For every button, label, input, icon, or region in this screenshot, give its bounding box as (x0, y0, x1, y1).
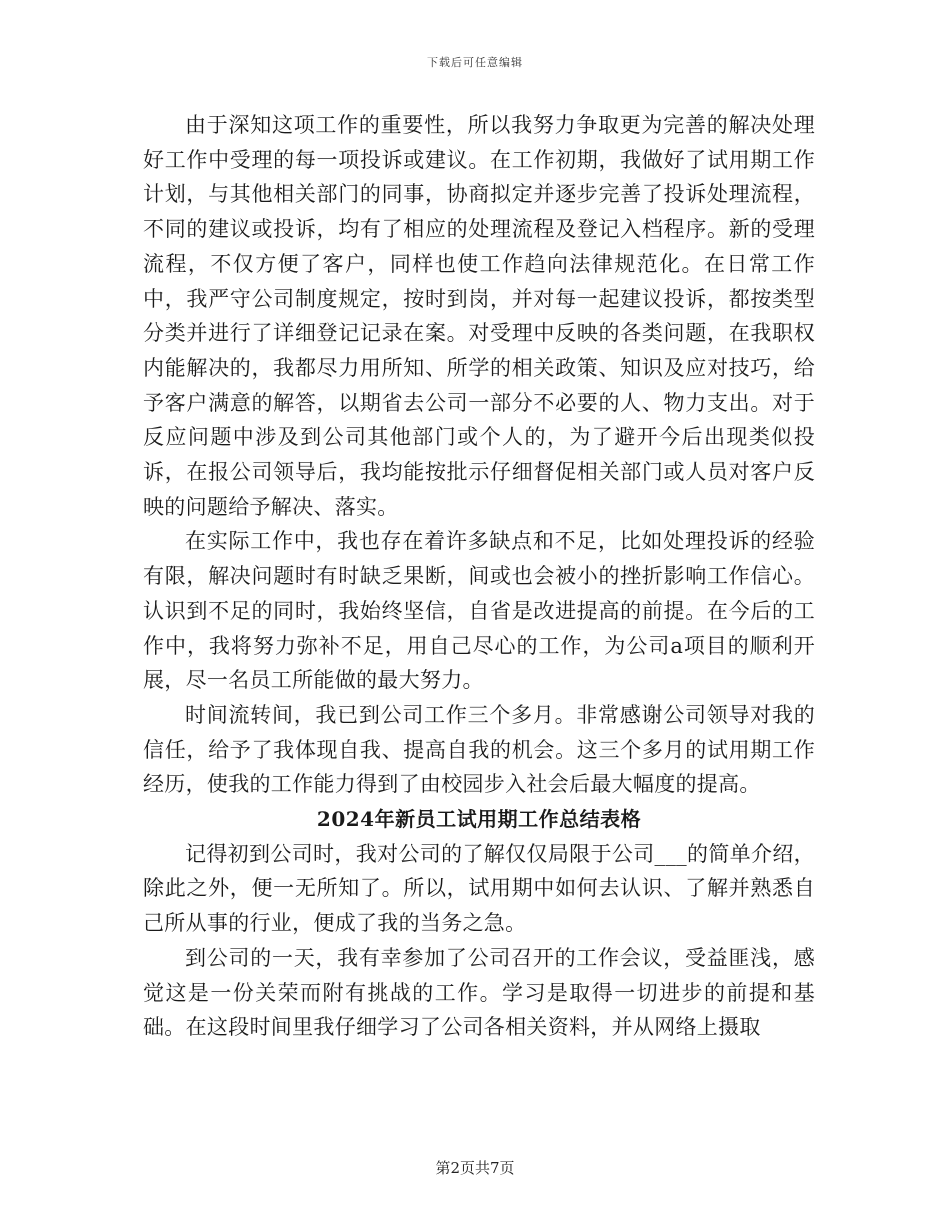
paragraph: 时间流转间，我已到公司工作三个多月。非常感谢公司领导对我的信任，给予了我体现自我、提高自我的机会。这三个多月的试用期工作经历，使我的工作能力得到了由校园步入社会后最大幅度的提高。 (143, 702, 815, 797)
page-header: 下载后可任意编辑 (427, 56, 523, 69)
document-body (143, 108, 815, 1045)
paragraph: 到公司的一天，我有幸参加了公司召开的工作会议，受益匪浅，感觉这是一份关荣而附有挑战的工作。学习是取得一切进步的前提和基础。在这段时间里我仔细学习了公司各相关资料，并从网络上摄取 (143, 945, 815, 1040)
paragraph: 记得初到公司时，我对公司的了解仅仅局限于公司___的简单介绍，除此之外，便一无所知了。所以，试用期中如何去认识、了解并熟悉自己所从事的行业，便成了我的当务之急。 (143, 841, 815, 936)
paragraph: 在实际工作中，我也存在着许多缺点和不足，比如处理投诉的经验有限，解决问题时有时缺乏果断，间或也会被小的挫折影响工作信心。认识到不足的同时，我始终坚信，自省是改进提高的前提。在今后的工作中，我将努力弥补不足，用自己尽心的工作，为公司a项目的顺利开展，尽一名员工所能做的最大努力。 (143, 529, 815, 693)
page-number: 第2页共7页 (435, 1159, 515, 1177)
paragraph: 由于深知这项工作的重要性，所以我努力争取更为完善的解决处理好工作中受理的每一项投诉或建议。在工作初期，我做好了试用期工作计划，与其他相关部门的同事，协商拟定并逐步完善了投诉处理流程，不同的建议或投诉，均有了相应的处理流程及登记入档程序。新的受理流程，不仅方便了客户，同样也使工作趋向法律规范化。在日常工作中，我严守公司制度规定，按时到岗，并对每一起建议投诉，都按类型分类并进行了详细登记记录在案。对受理中反映的各类问题，在我职权内能解决的，我都尽力用所知、所学的相关政策、知识及应对技巧，给予客户满意的解答，以期省去公司一部分不必要的人、物力支出。对于反应问题中涉及到公司其他部门或个人的，为了避开今后出现类似投诉，在报公司领导后，我均能按批示仔细督促相关部门或人员对客户反映的问题给予解决、落实。 (143, 113, 815, 519)
section-title: 2024年新员工试用期工作总结表格 (316, 807, 642, 832)
